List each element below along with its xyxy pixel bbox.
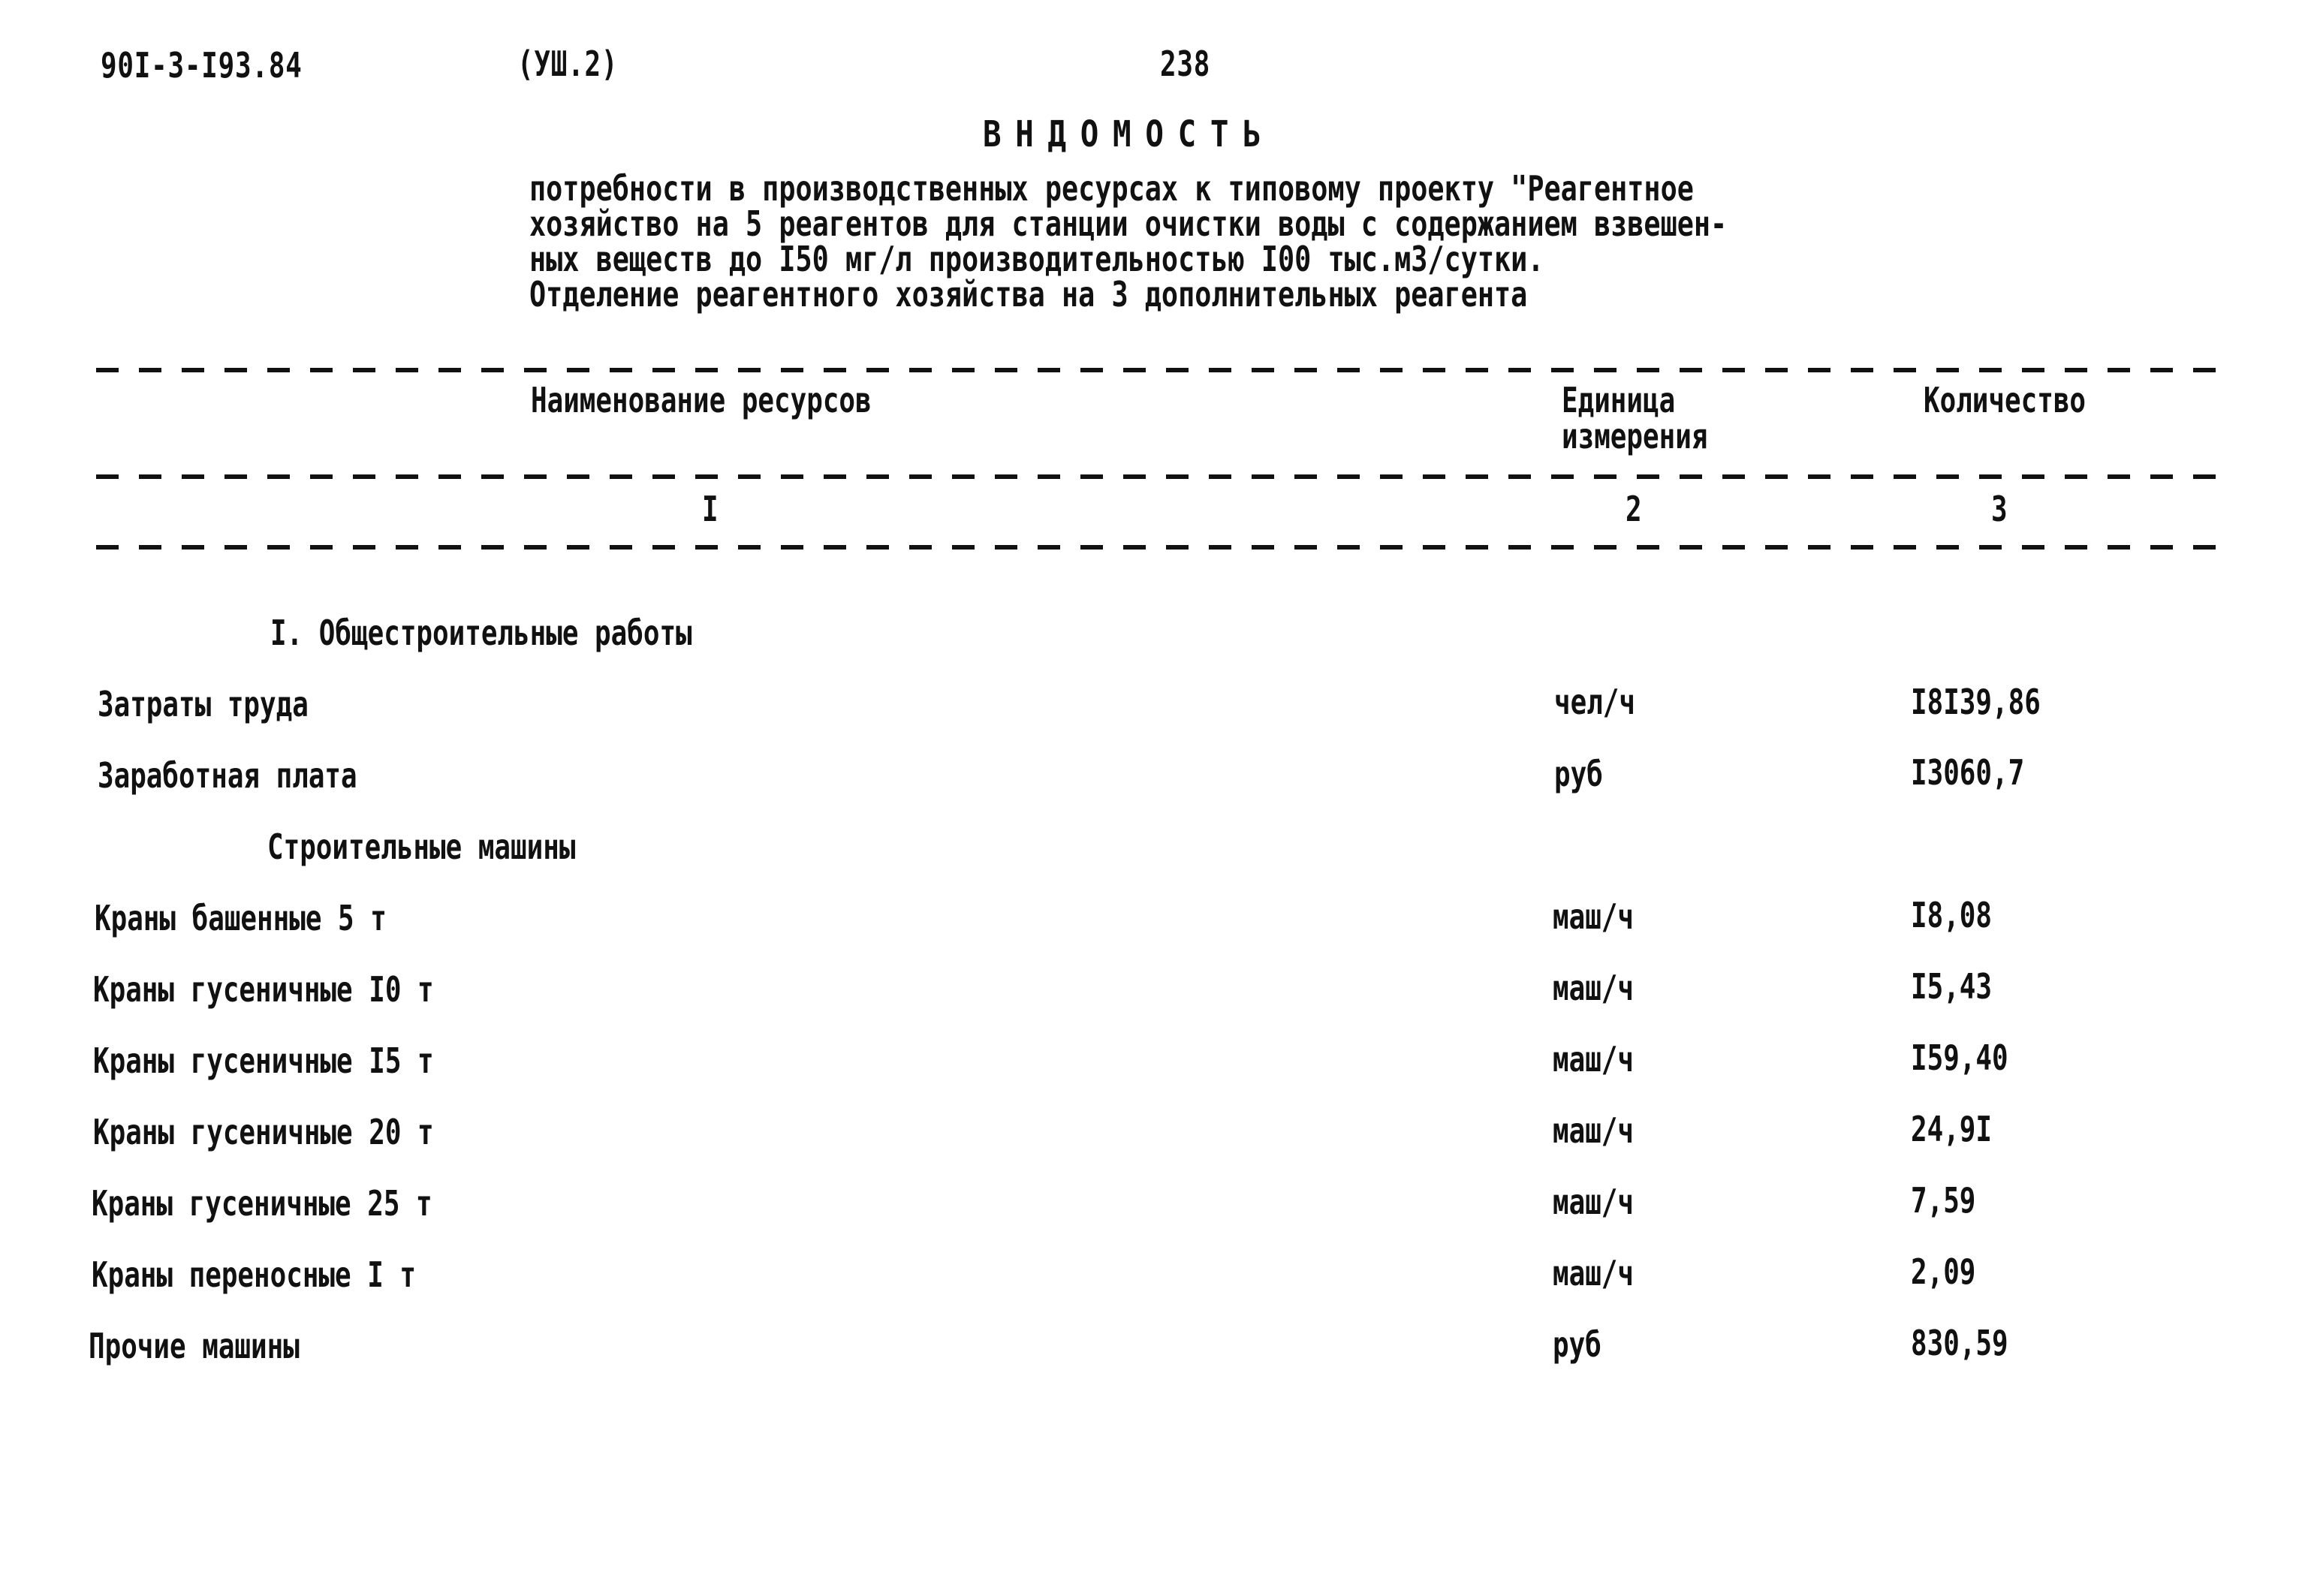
column-header-unit-line2: измерения	[1562, 416, 1708, 456]
subsection-heading: Строительные машины	[267, 827, 576, 867]
section-code: (УШ.2)	[517, 44, 619, 84]
resource-name: Краны гусеничные 25 т	[92, 1183, 432, 1224]
resource-name: Затраты труда	[98, 684, 309, 724]
resource-unit: руб	[1553, 1324, 1601, 1365]
resource-name: Краны гусеничные I5 т	[93, 1040, 434, 1081]
resource-name: Краны гусеничные I0 т	[93, 969, 434, 1010]
resource-unit: чел/ч	[1554, 682, 1636, 722]
column-number-3: 3	[1991, 489, 2008, 529]
column-number-2: 2	[1626, 489, 1642, 529]
resource-quantity: 830,59	[1911, 1323, 2008, 1363]
column-number-1: I	[702, 489, 719, 529]
table-rule-top	[96, 368, 2233, 372]
document-subtitle	[529, 168, 1728, 315]
resource-quantity: I5,43	[1911, 966, 1993, 1007]
resource-quantity: 24,9I	[1911, 1109, 1993, 1149]
column-header-name: Наименование ресурсов	[531, 380, 872, 420]
resource-unit: маш/ч	[1553, 968, 1635, 1008]
resource-quantity: I8,08	[1911, 895, 1993, 935]
resource-quantity: 2,09	[1911, 1251, 1976, 1292]
resource-unit: маш/ч	[1553, 896, 1635, 937]
resource-unit: руб	[1554, 754, 1603, 794]
resource-quantity: I59,40	[1911, 1037, 2008, 1078]
resource-quantity: I3060,7	[1911, 752, 2025, 793]
table-rule-bottom	[96, 545, 2233, 550]
subtitle-line: хозяйство на 5 реагентов для станции очистки воды с содержанием взвешен-	[529, 203, 1728, 244]
resource-name: Краны башенные 5 т	[95, 898, 387, 938]
resource-quantity: 7,59	[1911, 1180, 1976, 1221]
subtitle-line: Отделение реагентного хозяйства на 3 дополнительных реагента	[529, 274, 1528, 315]
document-title: ВНДОМОСТЬ	[983, 113, 1276, 155]
resource-name: Заработная плата	[98, 755, 357, 796]
resource-name: Краны гусеничные 20 т	[93, 1112, 434, 1152]
subtitle-line: ных веществ до I50 мг/л производительностью I00 тыс.м3/сутки.	[529, 239, 1544, 279]
resource-name: Краны переносные I т	[92, 1254, 417, 1295]
resource-unit: маш/ч	[1553, 1182, 1635, 1222]
column-header-quantity: Количество	[1924, 380, 2087, 420]
subtitle-line: потребности в производственных ресурсах к типовому проекту "Реагентное	[529, 168, 1694, 209]
resource-unit: маш/ч	[1553, 1110, 1635, 1151]
document-code: 90I-3-I93.84	[101, 45, 303, 86]
resource-unit: маш/ч	[1553, 1253, 1635, 1293]
page-number: 238	[1160, 44, 1211, 84]
resource-quantity: I8I39,86	[1911, 682, 2041, 722]
resource-unit: маш/ч	[1553, 1039, 1635, 1080]
table-rule-middle	[96, 474, 2233, 479]
column-header-unit-line1: Единица	[1562, 380, 1676, 420]
resource-name: Прочие машины	[89, 1326, 300, 1366]
section-heading: I. Общестроительные работы	[270, 613, 692, 653]
